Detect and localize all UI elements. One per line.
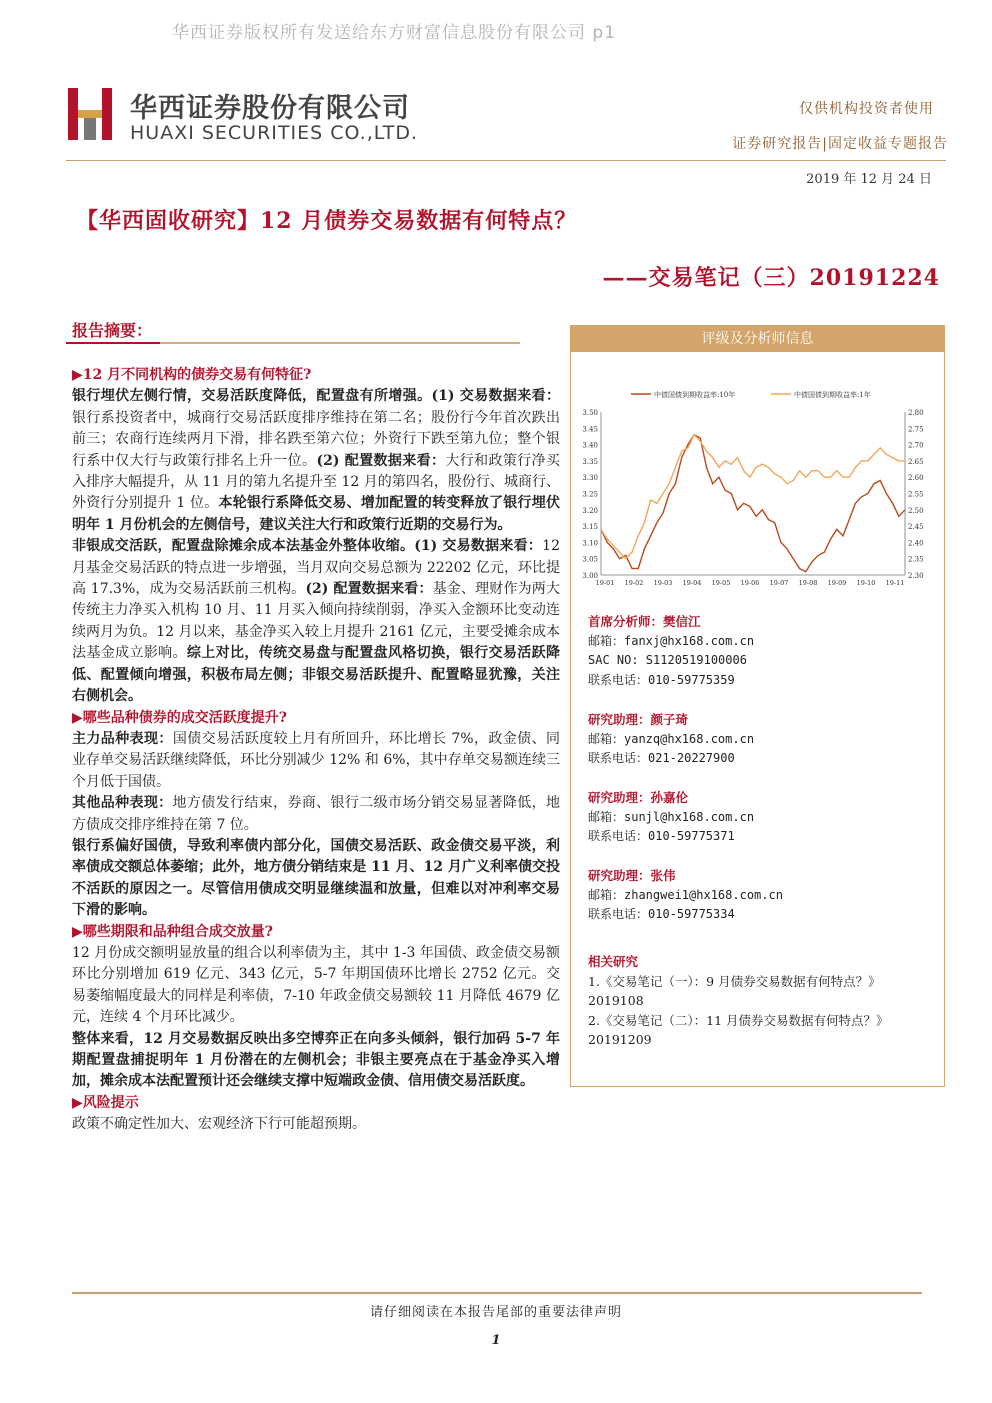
analyst-phone: 联系电话：010-59775334 (588, 907, 735, 921)
y-left-tick-label: 3.45 (582, 425, 598, 434)
x-tick-label: 19-10 (856, 579, 876, 587)
analyst-block-2 (588, 710, 754, 769)
y-left-tick-label: 3.10 (582, 539, 598, 548)
y-left-tick-label: 3.20 (582, 506, 598, 515)
y-left-tick-label: 3.25 (582, 490, 598, 499)
related-heading: 相关研究 (588, 954, 639, 969)
company-name-cn: 华西证券股份有限公司 (130, 93, 410, 124)
legend-label-1: 中债国债到期收益率:1年 (794, 391, 871, 399)
x-tick-label: 19-07 (769, 579, 789, 587)
y-right-tick-label: 2.65 (908, 457, 924, 466)
related-research (588, 952, 908, 1050)
x-tick-label: 19-02 (624, 579, 644, 587)
section-head-maturity: ▶哪些期限和品种组合成交放量? (72, 923, 273, 940)
company-name-en: HUAXI SECURITIES CO.,LTD. (130, 122, 418, 144)
analyst-phone: 联系电话：021-20227900 (588, 751, 735, 765)
bold-text: 主力品种表现： (72, 730, 173, 747)
body-text: 地方债发行结束，券商、银行二级市场分销交易显著降低，地方债成交排序维持在第 7 位。 (72, 795, 560, 833)
analyst-block-4 (588, 866, 783, 925)
abstract-divider-accent (160, 342, 520, 344)
analyst-phone: 联系电话：010-59775359 (588, 672, 735, 687)
x-tick-label: 19-03 (653, 579, 673, 587)
analyst-role: 首席分析师：樊信江 (588, 614, 701, 629)
analyst-sidebar (570, 325, 945, 1087)
x-tick-label: 19-06 (740, 579, 760, 587)
bold-text: 本轮银行系降低交易、增加配置的转变释放了银行埋伏明年 1 月份机会的左侧信号，建议关注大行和政策行近期的交易行为。 (72, 495, 561, 533)
legend-label-0: 中债国债到期收益率:10年 (654, 391, 736, 399)
paragraph-bank-preference: 银行系偏好国债，导致利率债内部分化，国债交易活跃、政金债交易平淡，利率债成交额总体萎缩；此外，地方债分销结束是 11 月、12 月广义利率债交投不活跃的原因之一。尽管信用债成交明显继续温和放量，但难以对冲利率交易下滑的影响。 (72, 837, 560, 919)
audience-note: 仅供机构投资者使用 (799, 101, 934, 117)
x-tick-label: 19-01 (595, 579, 615, 587)
x-tick-label: 19-05 (711, 579, 731, 587)
body-text: 大行和政策行净买入排序大幅提升，从 11 月的第九名提升至 12 月的第四名，股份行、城商行、外资行分别提升 1 位。 (72, 452, 561, 512)
y-left-tick-label: 3.40 (582, 441, 598, 450)
report-subtitle: ——交易笔记（三）20191224 (602, 265, 940, 291)
y-right-tick-label: 2.70 (908, 441, 924, 450)
y-right-tick-label: 2.35 (908, 555, 924, 564)
analyst-block-3 (588, 788, 754, 847)
paragraph-maturity: 12 月份成交额明显放量的组合以利率债为主，其中 1-3 年国债、政金债交易额环比分别增加 619 亿元、343 亿元，5-7 年期国债环比增长 2752 亿元。交易萎缩幅度最大的同样是利率债，7-10 年政金债交易额较 11 月降低 4679 亿元，连续 4 个月环比减少。 (72, 944, 560, 1026)
y-left-tick-label: 3.05 (582, 555, 598, 564)
series-line-1 (601, 435, 905, 559)
yield-chart (571, 382, 945, 622)
bold-text: 银行埋伏左侧行情，交易活跃度降低，配置盘有所增强。(1) 交易数据来看： (72, 388, 560, 405)
abstract-body (72, 365, 560, 1136)
paragraph-overall: 整体来看，12 月交易数据反映出多空博弈正在向多头倾斜，银行加码 5-7 年期配置盘捕捉明年 1 月份潜在的左侧机会；非银主要亮点在于基金净买入增加，摊余成本法配置预计还会继续支撑中短端政金债、信用债交易活跃度。 (72, 1030, 560, 1090)
paragraph-risk: 政策不确定性加大、宏观经济下行可能超预期。 (72, 1116, 366, 1133)
y-right-tick-label: 2.60 (908, 474, 924, 483)
analyst-phone: 联系电话：010-59775371 (588, 829, 735, 843)
y-left-tick-label: 3.00 (582, 572, 598, 580)
y-right-tick-label: 2.45 (908, 523, 924, 532)
page-number: 1 (491, 1333, 501, 1348)
abstract-heading: 报告摘要： (72, 321, 153, 340)
analyst-role: 研究助理：张伟 (588, 868, 676, 883)
y-right-tick-label: 2.75 (908, 425, 924, 434)
analyst-role: 研究助理：孙嘉伦 (588, 790, 689, 805)
analyst-email: 邮箱：zhangwei1@hx168.com.cn (588, 887, 783, 902)
bold-text: 综上对比，传统交易盘与配置盘风格切换，银行交易活跃降低、配置倾向增强，积极布局左侧；非银交易活跃提升、配置略显犹豫，关注右侧机会。 (72, 645, 561, 705)
footer-divider (72, 1292, 922, 1294)
paragraph-banks (72, 386, 560, 536)
analyst-email: 邮箱：sunjl@hx168.com.cn (588, 809, 755, 824)
header-divider (66, 160, 946, 161)
y-right-tick-label: 2.50 (908, 506, 924, 515)
paragraph-nonbanks (72, 536, 560, 707)
analyst-sac: SAC NO: S1120519100006 (588, 653, 747, 667)
report-date: 2019 年 12 月 24 日 (806, 172, 932, 187)
related-item[interactable]: 1.《交易笔记（一）：9 月债券交易数据有何特点？》2019108 (588, 973, 881, 1008)
sidebar-heading: 评级及分析师信息 (571, 326, 944, 352)
related-item[interactable]: 2.《交易笔记（二）：11 月债券交易数据有何特点？》20191209 (588, 1012, 889, 1047)
x-tick-label: 19-04 (682, 579, 702, 587)
body-text: 12 月基金交易活跃的特点进一步增强，当月双向交易总额为 22202 亿元，环比提高 17.3%，成为交易活跃前三机构。 (72, 538, 560, 598)
y-right-tick-label: 2.80 (908, 409, 924, 417)
x-tick-label: 19-11 (885, 579, 905, 587)
y-left-tick-label: 3.30 (582, 474, 598, 483)
section-head-bond-types: ▶哪些品种债券的成交活跃度提升? (72, 709, 287, 726)
bold-text: (2) 配置数据来看： (305, 581, 433, 598)
x-tick-label: 19-08 (798, 579, 818, 587)
section-head-risk: ▶风险提示 (72, 1094, 139, 1111)
analyst-email: 邮箱：fanxj@hx168.com.cn (588, 633, 755, 648)
body-text: 银行系投资者中，城商行交易活跃度排序维持在第二名；股份行今年首次跌出前三；农商行连续两月下滑，排名跌至第六位；外资行下跌至第九位；整个银行系中仅大行与政策行排名上升一位。 (72, 409, 560, 469)
y-right-tick-label: 2.55 (908, 490, 924, 499)
bold-text: (2) 配置数据来看： (316, 452, 446, 469)
analyst-block-1 (588, 612, 754, 690)
y-right-tick-label: 2.40 (908, 539, 924, 548)
body-text: 基金、理财作为两大传统主力净买入机构 10 月、11 月买入倾向持续削弱，净买入金额环比变动连续两月为负。12 月以来，基金净买入较上月提升 2161 亿元，主要受摊余成本法基金成立影响。 (72, 581, 560, 662)
y-right-tick-label: 2.30 (908, 572, 924, 580)
y-left-tick-label: 3.35 (582, 457, 598, 466)
x-tick-label: 19-09 (827, 579, 847, 587)
paragraph-other-types (72, 793, 560, 836)
bold-text: 非银成交活跃，配置盘除摊余成本法基金外整体收缩。(1) 交易数据来看： (72, 538, 543, 555)
watermark: 华西证券版权所有发送给东方财富信息股份有限公司 p1 (172, 23, 617, 43)
bold-text: 其他品种表现： (72, 795, 173, 812)
series-line-0 (601, 435, 905, 572)
y-left-tick-label: 3.50 (582, 409, 598, 417)
analyst-email: 邮箱：yanzq@hx168.com.cn (588, 731, 755, 746)
report-type: 证券研究报告|固定收益专题报告 (732, 136, 948, 152)
y-left-tick-label: 3.15 (582, 523, 598, 532)
body-text: 国债交易活跃度较上月有所回升，环比增长 7%，政金债、同业存单交易活跃继续降低，环比分别减少 12% 和 6%，其中存单交易额连续三个月低于国债。 (72, 730, 560, 790)
section-head-institutions: ▶12 月不同机构的债券交易有何特征? (72, 367, 312, 383)
legal-disclaimer: 请仔细阅读在本报告尾部的重要法律声明 (369, 1305, 622, 1320)
company-logo-icon (68, 88, 112, 140)
report-title: 【华西固收研究】12 月债券交易数据有何特点？ (76, 208, 578, 234)
analyst-role: 研究助理：颜子琦 (588, 712, 689, 727)
paragraph-main-types (72, 729, 560, 793)
